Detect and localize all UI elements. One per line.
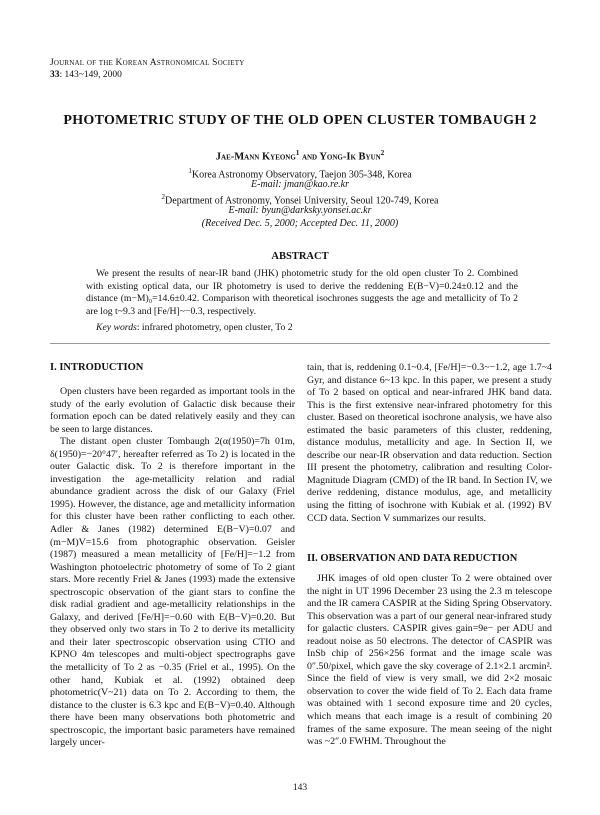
keywords-label: Key words xyxy=(96,322,137,333)
journal-header xyxy=(50,57,245,81)
paragraph: tain, that is, reddening 0.1~0.4, [Fe/H]=−0.3~−1.2, age 1.7~4 Gyr, and distance 6~13 kpc. In this paper, we present a study of To 2 based on optical and near-infrared JHK band data. This is the first extensive near-infrared photometry for this cluster. Based on theoretical isochrone analysis, we have also estimated the basic parameters of this cluster, reddening, distance modulus, metallicity and age. In Section II, we describe our near-IR observation and data reduction. Section III present the photometry, calibration and resulting Color-Magnitude Diagram (CMD) of the IR band. In Section IV, we derive reddening, distance modulus, age, and metallicity using the fitting of isochrone with Kubiak et al. (1992) BV CCD data. Section V summarizes our results. xyxy=(307,362,552,524)
email-line: E-mail: byun@darksky.yonsei.ac.kr xyxy=(228,205,372,216)
author-sup: 1 xyxy=(295,149,300,157)
affiliation-sup: 1 xyxy=(188,167,192,175)
keywords xyxy=(86,322,518,334)
divider xyxy=(50,343,550,344)
section-heading: II. OBSERVATION AND DATA REDUCTION xyxy=(307,553,518,564)
email-line: E-mail: jman@kao.re.kr xyxy=(251,179,349,190)
paper-title: PHOTOMETRIC STUDY OF THE OLD OPEN CLUSTER TOMBAUGH 2 xyxy=(63,113,537,128)
journal-volume-line xyxy=(50,69,245,81)
right-column-lower xyxy=(307,573,552,749)
paragraph: JHK images of old open cluster To 2 were obtained over the night in UT 1996 December 23 using the 2.3 m telescope and the IR camera CASPIR at the Siding Spring Observatory. This observation was a part of our general near-infrared study for galactic clusters. CASPIR gives gain=9e− per ADU and readout noise as 50 electrons. The detector of CASPIR was InSb chip of 256×256 format and the image scale was 0″.50/pixel, which gave the sky coverage of 2.1×2.1 arcmin². Since the field of view is very small, we did 2×2 mosaic observation to cover the wide field of To 2. Each data frame was obtained with 1 second exposure time and 20 cycles, which means that each image is a result of combining 20 frames of the same exposure. The mean seeing of the night was ~2″.0 FWHM. Throughout the xyxy=(307,573,552,748)
author-name: Yong-Ik Byun xyxy=(319,151,381,163)
page-number: 143 xyxy=(292,783,308,793)
journal-pages: : 143~149, 2000 xyxy=(59,70,122,80)
journal-volume: 33 xyxy=(50,70,60,80)
author-line xyxy=(0,149,600,163)
affiliation-text: Department of Astronomy, Yonsei University, Seoul 120-749, Korea xyxy=(165,195,439,207)
right-column xyxy=(307,362,552,525)
section-heading: I. INTRODUCTION xyxy=(50,362,144,373)
author-name: Jae-Mann Kyeong xyxy=(215,151,296,163)
affiliation-text: Korea Astronomy Observatory, Taejon 305-348, Korea xyxy=(191,169,412,181)
paragraph: Open clusters have been regarded as important tools in the study of the early evolution of Galactic disk because their formation epoch can be dated relatively easily and they can be seen to large distances. xyxy=(50,386,295,435)
author-and: and xyxy=(299,151,320,163)
received-dates: (Received Dec. 5, 2000; Accepted Dec. 11, 2000) xyxy=(201,218,399,229)
abstract-text: We present the results of near-IR band (JHK) photometric study for the old open cluster To 2. Combined with existing optical data, our IR photometry is used to derive the reddening E(B−V)=0.24±0.12 and the distance (m−M)₀=14.6±0.42. Comparison with theoretical isochrones suggests the age and metallicity of To 2 are log t~9.3 and [Fe/H]~−0.3, respectively. xyxy=(86,268,518,317)
author-sup: 2 xyxy=(380,149,385,157)
journal-name: Journal of the Korean Astronomical Society xyxy=(50,58,245,68)
left-column xyxy=(50,386,295,750)
keywords-text: : infrared photometry, open cluster, To 2 xyxy=(136,322,293,333)
paragraph: The distant open cluster Tombaugh 2(α(1950)=7h 01m, δ(1950)=−20°47′, hereafter referred as To 2) is located in the outer Galactic disk. To 2 is therefore important in the investigation the age-metallicity relation and radial abundance gradient across the disk of our Galaxy (Friel 1995). However, the distance, age and metallicity information for this cluster have been rather conflicting to each other. Adler & Janes (1982) determined E(B−V)=0.07 and (m−M)V=15.6 from photographic observation. Geisler (1987) measured a mean metallicity of [Fe/H]=−1.2 from Washington photoelectric photometry of some of To 2 giant stars. More recently Friel & Janes (1993) made the extensive spectroscopic observation of the giant stars to confine the disk radial gradient and age-metallicity relationships in the Galaxy, and derived [Fe/H]=−0.60 with E(B−V)=0.20. But they observed only two stars in To 2 to derive its metallicity and their later spectroscopic observation using CTIO and KPNO 4m telescopes and multi-object spectrographs gave the metallicity of To 2 as −0.35 (Friel et al., 1995). On the other hand, Kubiak et al. (1992) obtained deep photometric(V~21) data on To 2. According to them, the distance to the cluster is 6.3 kpc and E(B−V)=0.40. Although there have been many observations both photometric and spectroscopic, the important basic parameters have remained largely uncer- xyxy=(50,436,295,749)
affiliation-sup: 2 xyxy=(161,193,166,201)
abstract-heading: ABSTRACT xyxy=(271,251,329,262)
